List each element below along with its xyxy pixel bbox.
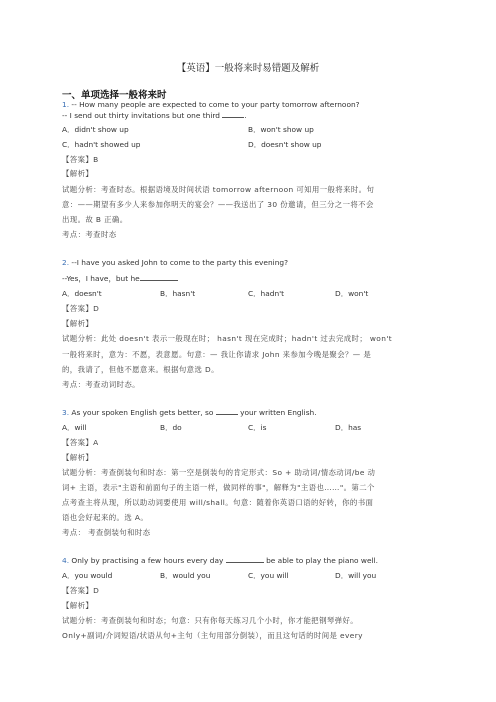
option-a: A．doesn't [62, 289, 102, 298]
analysis-label: 【解析】 [62, 601, 94, 610]
analysis-line: 的，我请了，但他不愿意来。根据句意选 D。 [62, 365, 219, 374]
answer: 【答案】D [62, 586, 100, 595]
question-4-stem: 4. Only by practising a few hours every day be able to play the piano well. [62, 556, 378, 565]
question-2-stem-2: --Yes，I have，but he [62, 273, 178, 284]
analysis-line: 词+ 主语，表示"主语和前面句子的主语一样，做同样的事"，解释为"主语也……"。第二个 [62, 483, 375, 492]
option-d: D．doesn't show up [248, 140, 322, 149]
question-number: 4. [62, 556, 70, 565]
answer-blank [140, 273, 178, 281]
answer: 【答案】A [62, 438, 99, 447]
analysis-line: 点考查主将从现，所以助动词要使用 will/shall。句意：随着你英语口语的好转，你的书面 [62, 498, 374, 507]
analysis-line: 试题分析：考查倒装句和时态：第一空是倒装句的肯定形式：So + 助动词/情态动词/be 动 [62, 468, 376, 477]
question-1-stem: 1. -- How many people are expected to come to your party tomorrow afternoon? [62, 100, 360, 109]
analysis-line: 试题分析：考查倒装句和时态；句意：只有你每天练习几个小时，你才能把钢琴弹好。 [62, 616, 359, 625]
answer: 【答案】B [62, 155, 99, 164]
option-a: A．you would [62, 571, 113, 580]
option-b: B．hasn't [160, 289, 196, 298]
answer-blank [216, 407, 238, 415]
section-heading: 一、单项选择一般将来时 [62, 90, 167, 101]
option-b: B．won't show up [248, 125, 314, 134]
option-c: C．hadn't showed up [62, 140, 141, 149]
option-d: D．will you [335, 571, 377, 580]
answer-blank [226, 555, 264, 563]
option-a: A．will [62, 423, 87, 432]
option-c: C．is [248, 423, 267, 432]
option-c: C．hadn't [248, 289, 285, 298]
question-number: 2. [62, 258, 70, 267]
analysis-line: 语也会好起来的。选 A。 [62, 513, 149, 522]
page-title: 【英语】一般将来时易错题及解析 [176, 63, 320, 74]
knowledge-point: 考点： 考查倒装句和时态 [62, 528, 151, 537]
option-d: D．won't [335, 289, 369, 298]
analysis-line: 试题分析：此处 doesn't 表示一般现在时； hasn't 现在完成时；hadn't 过去完成时； won't [62, 334, 393, 343]
knowledge-point: 考点：考查动词时态。 [62, 380, 140, 389]
analysis-line: 意：——期望有多少人来参加你明天的宴会？——我送出了 30 份邀请，但三分之一将不会 [62, 200, 374, 209]
option-a: A．didn't show up [62, 125, 129, 134]
question-number: 3. [62, 408, 70, 417]
question-2-stem: 2. --I have you asked John to come to the party this evening? [62, 258, 289, 267]
answer-blank [222, 110, 244, 118]
question-3-stem: 3. As your spoken English gets better, so your written English. [62, 408, 317, 417]
analysis-label: 【解析】 [62, 319, 94, 328]
analysis-label: 【解析】 [62, 453, 94, 462]
question-number: 1. [62, 100, 70, 109]
option-b: B．would you [160, 571, 211, 580]
option-d: D．has [335, 423, 362, 432]
analysis-line: 一般将来时，意为：不愿，表意愿。句意：— 我让你请求 John 来参加今晚是聚会？— 是 [62, 350, 372, 359]
knowledge-point: 考点：考查时态 [62, 230, 117, 239]
question-1-stem-2: -- I send out thirty invitations but one third . [62, 111, 247, 120]
analysis-line: 出现。故 B 正确。 [62, 215, 128, 224]
analysis-label: 【解析】 [62, 169, 94, 178]
analysis-line: Only+副词/介词短语/状语从句+主句（主句用部分倒装），而且这句话的时间是 every [62, 631, 363, 640]
option-c: C．you will [248, 571, 289, 580]
analysis-line: 试题分析：考查时态。根据语境及时间状语 tomorrow afternoon 可知用一般将来时。句 [62, 185, 375, 194]
answer: 【答案】D [62, 304, 100, 313]
option-b: B．do [160, 423, 182, 432]
